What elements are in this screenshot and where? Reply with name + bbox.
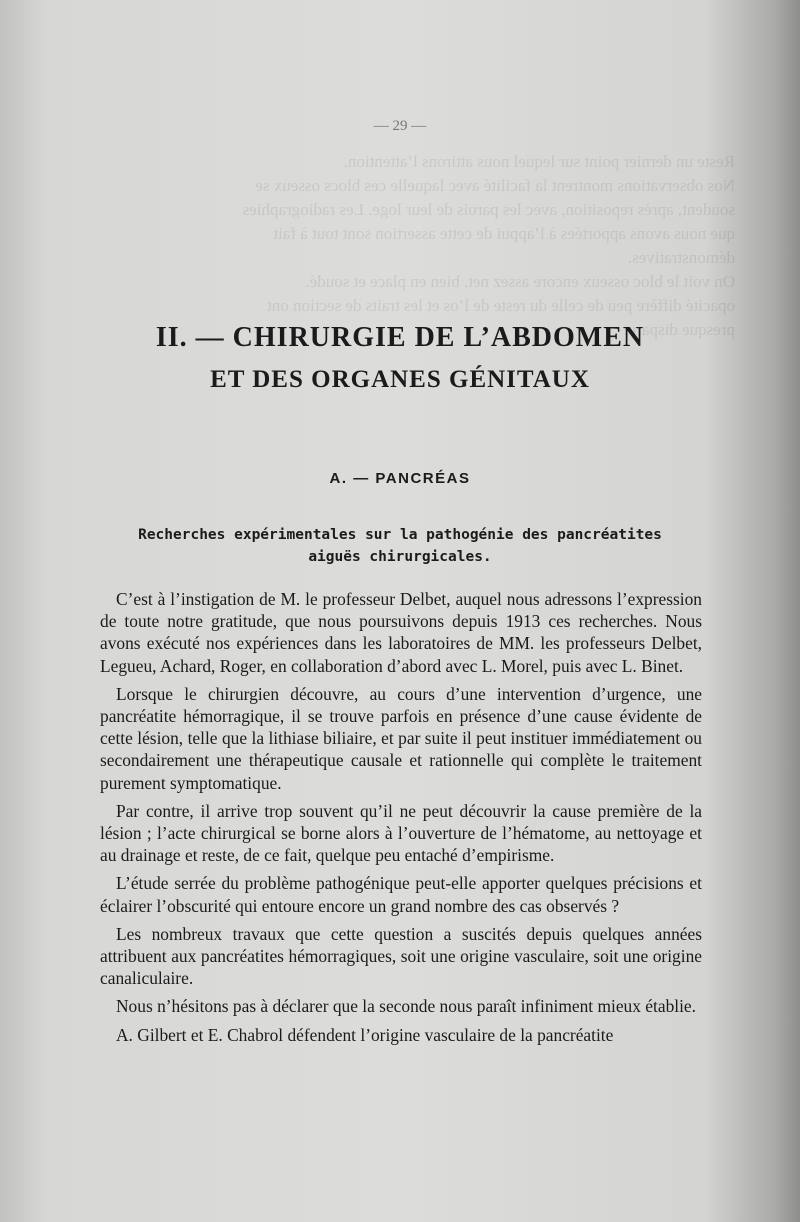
article-title-line-1: Recherches expérimentales sur la pathogénie des pancréatites	[138, 527, 662, 543]
paragraph: Les nombreux travaux que cette question a suscités depuis quelques années attribuent aux pancréatites hémorragiques, soit une origine vasculaire, soit une origine canaliculaire.	[100, 923, 702, 989]
chapter-heading	[100, 318, 700, 400]
paragraph: L’étude serrée du problème pathogénique peut-elle apporter quelques précisions et éclairer l’obscurité qui entoure encore un grand nombre des cas observés ?	[100, 873, 702, 916]
chapter-title-line-2: ET DES ORGANES GÉNITAUX	[210, 366, 590, 393]
page-number: — 29 —	[373, 118, 427, 134]
paragraph: Par contre, il arrive trop souvent qu’il ne peut découvrir la cause première de la lésion ; l’acte chirurgical se borne alors à l’ouverture de l’hématome, au nettoyage et au drainage et reste, de ce fait, quelque peu entaché d’empirisme.	[100, 800, 702, 866]
section-heading: A. — PANCRÉAS	[329, 470, 471, 487]
paragraph: C’est à l’instigation de M. le professeur Delbet, auquel nous adressons l’expression de toute notre gratitude, que nous poursuivons depuis 1913 ces recherches. Nous avons exécuté nos expériences dans les laboratoires de MM. les professeurs Delbet, Legueu, Achard, Roger, en collaboration d’abord avec L. Morel, puis avec L. Binet.	[100, 589, 702, 676]
chapter-title-line-1: II. — CHIRURGIE DE L’ABDOMEN	[155, 322, 645, 353]
paragraph: Lorsque le chirurgien découvre, au cours d’une intervention d’urgence, une pancréatite hémorragique, il se trouve parfois en présence d’une cause évidente de cette lésion, telle que la lithiase biliaire, et par suite il peut instituer immédiatement ou secondairement une thérapeutique causale et rationnelle qui complète le traitement purement symptomatique.	[100, 683, 702, 793]
body-text	[100, 588, 702, 1052]
paragraph: Nous n’hésitons pas à déclarer que la seconde nous paraît infiniment mieux établie.	[116, 996, 696, 1017]
paragraph: A. Gilbert et E. Chabrol défendent l’origine vasculaire de la pancréatite	[116, 1024, 614, 1045]
article-title	[110, 524, 690, 568]
article-title-line-2: aiguës chirurgicales.	[308, 549, 492, 565]
show-through-text: Reste un dernier point sur lequel nous attirons l’attention. Nos observations montrent la facilité avec laquelle ces blocs osseux se soudent, après reposition, avec les parois de leur loge. Les radiographies que nous avons apportées à l’appui de cette assertion sont tout à fait démonstratives. On voit le bloc osseux encore assez net, bien en place et soudé. opacité diffère peu de celle du reste de l’os et les traits de section ont presque disparu.	[242, 152, 735, 339]
